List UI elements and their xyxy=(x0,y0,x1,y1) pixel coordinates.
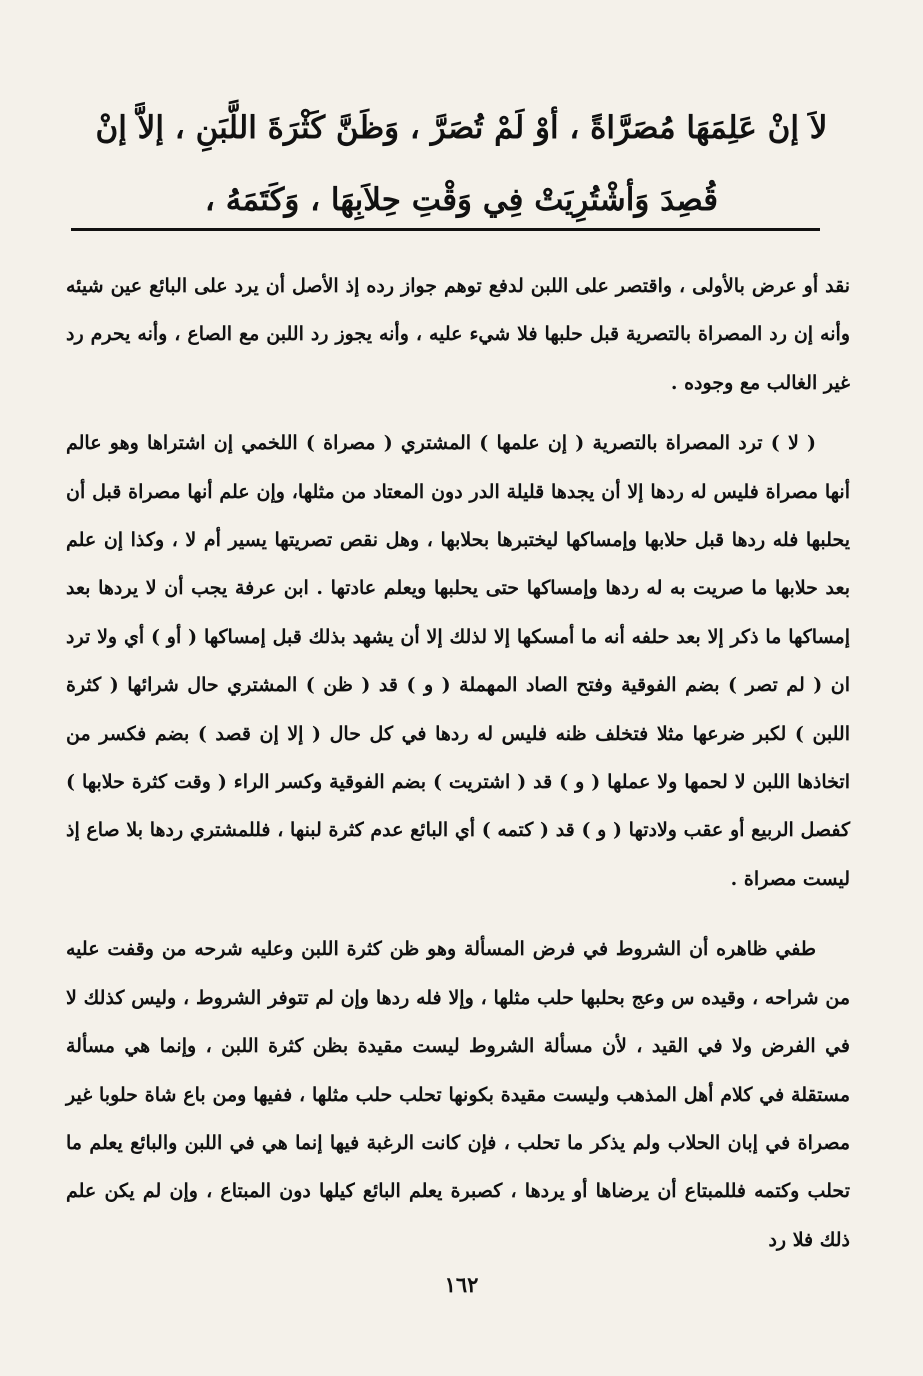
section-divider xyxy=(71,228,820,231)
commentary-paragraph-2: ( لا ) ترد المصراة بالتصرية ( إن علمها ) المشتري ( مصراة ) اللخمي إن اشتراها وهو عالم أنها مصراة فليس له ردها إلا أن يجدها قليلة الدر دون المعتاد من مثلها، وإن علم أنها مصراة قبل أن يحلبها فله ردها قبل حلابها وإمساكها ليختبرها بحلابها ، وهل نقص تصريتها يسير أم لا ، وكذا إن علم بعد حلابها ما صريت به له ردها وإمساكها حتى يحلبها ويعلم عادتها . ابن عرفة يجب أن لا يردها بعد إمساكها ما ذكر إلا بعد حلفه أنه ما أمسكها إلا لذلك إلا أن يشهد بذلك قبل إمساكها ( أو ) أي ولا ترد ان ( لم تصر ) بضم الفوقية وفتح الصاد المهملة ( و ) قد ( ظن ) المشتري حال شرائها ( كثرة اللبن ) لكبر ضرعها مثلا فتخلف ظنه فليس له ردها في كل حال ( إلا إن قصد ) بضم فكسر من اتخاذها اللبن لا لحمها ولا عملها ( و ) قد ( اشتريت ) بضم الفوقية وكسر الراء ( وقت كثرة حلابها ) كفصل الربيع أو عقب ولادتها ( و ) قد ( كتمه ) أي البائع عدم كثرة لبنها ، فللمشتري ردها بلا صاع إذ ليست مصراة . xyxy=(66,432,850,890)
matn-text: لاَ إنْ عَلِمَهَا مُصَرَّاةً ، أوْ لَمْ تُصَرَّ ، وَظَنَّ كَثْرَةَ اللَّبَنِ ، إلاَّ إنْ قُصِدَ وَأشْتُرِيَتْ فِي وَقْتِ حِلاَبِهَا ، وَكَتَمَهُ ، xyxy=(95,110,828,218)
commentary-paragraph-1: نقد أو عرض بالأولى ، واقتصر على اللبن لدفع توهم جواز رده إذ الأصل أن يرد على البائع عين شيئه وأنه إن رد المصراة بالتصرية قبل حلبها فلا شيء عليه ، وأنه يجوز رد اللبن مع الصاع ، وأنه يحرم رد غير الغالب مع وجوده . xyxy=(66,275,851,394)
commentary-paragraph-3: طفي ظاهره أن الشروط في فرض المسألة وهو ظن كثرة اللبن وعليه شرحه من وقفت عليه من شراحه ، وقيده س وعج بحلبها حلب مثلها ، وإلا فله ردها وإن لم تتوفر الشروط ، وليس كذلك لا في الفرض ولا في القيد ، لأن مسألة الشروط ليست مقيدة بظن كثرة اللبن ، وإنما هي مسألة مستقلة في كلام أهل المذهب وليست مقيدة بكونها تحلب حلب مثلها ، ففيها ومن باع شاة حلوبا غير مصراة في إبان الحلاب ولم يذكر ما تحلب ، فإن كانت الرغبة فيها إنما هي في اللبن والبائع يعلم ما تحلب وكتمه فللمبتاع أن يرضاها أو يردها ، كصبرة يعلم البائع كيلها دون المبتاع ، وإن لم يكن علم ذلك فلا رد xyxy=(66,938,850,1251)
page-number: ١٦٢ xyxy=(444,1272,479,1297)
commentary-body xyxy=(66,262,850,1264)
